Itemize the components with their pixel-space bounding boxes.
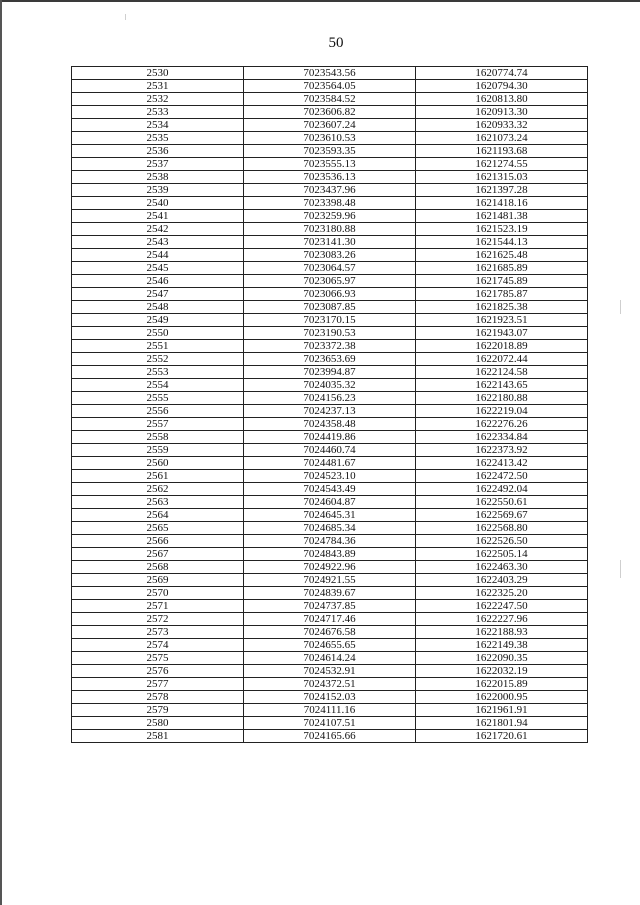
table-row <box>72 704 588 717</box>
y-coordinate-cell: 1621315.03 <box>416 171 588 184</box>
coordinates-table-body <box>72 67 588 743</box>
point-number-cell: 2531 <box>72 80 244 93</box>
x-coordinate-cell: 7024737.85 <box>244 600 416 613</box>
point-number-cell: 2551 <box>72 340 244 353</box>
table-row <box>72 210 588 223</box>
point-number-cell: 2538 <box>72 171 244 184</box>
point-number-cell: 2533 <box>72 106 244 119</box>
x-coordinate-cell: 7023994.87 <box>244 366 416 379</box>
point-number-cell: 2567 <box>72 548 244 561</box>
point-number-cell: 2566 <box>72 535 244 548</box>
page-top-edge <box>0 0 640 2</box>
table-row <box>72 288 588 301</box>
point-number-cell: 2559 <box>72 444 244 457</box>
x-coordinate-cell: 7024481.67 <box>244 457 416 470</box>
x-coordinate-cell: 7023087.85 <box>244 301 416 314</box>
table-row <box>72 392 588 405</box>
x-coordinate-cell: 7024655.65 <box>244 639 416 652</box>
y-coordinate-cell: 1622334.84 <box>416 431 588 444</box>
x-coordinate-cell: 7024152.03 <box>244 691 416 704</box>
table-row <box>72 327 588 340</box>
point-number-cell: 2569 <box>72 574 244 587</box>
y-coordinate-cell: 1622472.50 <box>416 470 588 483</box>
y-coordinate-cell: 1621397.28 <box>416 184 588 197</box>
x-coordinate-cell: 7023555.13 <box>244 158 416 171</box>
x-coordinate-cell: 7023141.30 <box>244 236 416 249</box>
x-coordinate-cell: 7023437.96 <box>244 184 416 197</box>
y-coordinate-cell: 1622247.50 <box>416 600 588 613</box>
y-coordinate-cell: 1620794.30 <box>416 80 588 93</box>
point-number-cell: 2546 <box>72 275 244 288</box>
table-row <box>72 535 588 548</box>
y-coordinate-cell: 1621720.61 <box>416 730 588 743</box>
table-row <box>72 67 588 80</box>
x-coordinate-cell: 7023190.53 <box>244 327 416 340</box>
y-coordinate-cell: 1621923.51 <box>416 314 588 327</box>
x-coordinate-cell: 7023180.88 <box>244 223 416 236</box>
x-coordinate-cell: 7024419.86 <box>244 431 416 444</box>
y-coordinate-cell: 1622413.42 <box>416 457 588 470</box>
y-coordinate-cell: 1621685.89 <box>416 262 588 275</box>
x-coordinate-cell: 7024358.48 <box>244 418 416 431</box>
y-coordinate-cell: 1621481.38 <box>416 210 588 223</box>
point-number-cell: 2574 <box>72 639 244 652</box>
point-number-cell: 2544 <box>72 249 244 262</box>
x-coordinate-cell: 7023065.97 <box>244 275 416 288</box>
x-coordinate-cell: 7023170.15 <box>244 314 416 327</box>
table-row <box>72 522 588 535</box>
x-coordinate-cell: 7023607.24 <box>244 119 416 132</box>
y-coordinate-cell: 1622219.04 <box>416 405 588 418</box>
table-row <box>72 314 588 327</box>
table-row <box>72 561 588 574</box>
y-coordinate-cell: 1620933.32 <box>416 119 588 132</box>
point-number-cell: 2562 <box>72 483 244 496</box>
table-row <box>72 340 588 353</box>
x-coordinate-cell: 7024604.87 <box>244 496 416 509</box>
scan-speck <box>620 560 621 578</box>
y-coordinate-cell: 1622550.61 <box>416 496 588 509</box>
x-coordinate-cell: 7024165.66 <box>244 730 416 743</box>
table-row <box>72 405 588 418</box>
table-row <box>72 106 588 119</box>
x-coordinate-cell: 7024111.16 <box>244 704 416 717</box>
x-coordinate-cell: 7023259.96 <box>244 210 416 223</box>
y-coordinate-cell: 1621745.89 <box>416 275 588 288</box>
point-number-cell: 2575 <box>72 652 244 665</box>
table-row <box>72 483 588 496</box>
point-number-cell: 2558 <box>72 431 244 444</box>
table-row <box>72 444 588 457</box>
y-coordinate-cell: 1621274.55 <box>416 158 588 171</box>
x-coordinate-cell: 7023066.93 <box>244 288 416 301</box>
table-row <box>72 275 588 288</box>
y-coordinate-cell: 1622227.96 <box>416 613 588 626</box>
x-coordinate-cell: 7024543.49 <box>244 483 416 496</box>
y-coordinate-cell: 1622325.20 <box>416 587 588 600</box>
point-number-cell: 2570 <box>72 587 244 600</box>
x-coordinate-cell: 7024921.55 <box>244 574 416 587</box>
point-number-cell: 2549 <box>72 314 244 327</box>
y-coordinate-cell: 1622568.80 <box>416 522 588 535</box>
y-coordinate-cell: 1622149.38 <box>416 639 588 652</box>
table-row <box>72 431 588 444</box>
point-number-cell: 2568 <box>72 561 244 574</box>
y-coordinate-cell: 1621785.87 <box>416 288 588 301</box>
point-number-cell: 2537 <box>72 158 244 171</box>
y-coordinate-cell: 1622492.04 <box>416 483 588 496</box>
point-number-cell: 2560 <box>72 457 244 470</box>
point-number-cell: 2565 <box>72 522 244 535</box>
y-coordinate-cell: 1620774.74 <box>416 67 588 80</box>
point-number-cell: 2540 <box>72 197 244 210</box>
x-coordinate-cell: 7024035.32 <box>244 379 416 392</box>
x-coordinate-cell: 7024685.34 <box>244 522 416 535</box>
table-row <box>72 652 588 665</box>
y-coordinate-cell: 1622569.67 <box>416 509 588 522</box>
y-coordinate-cell: 1622124.58 <box>416 366 588 379</box>
y-coordinate-cell: 1620913.30 <box>416 106 588 119</box>
point-number-cell: 2564 <box>72 509 244 522</box>
point-number-cell: 2532 <box>72 93 244 106</box>
x-coordinate-cell: 7023606.82 <box>244 106 416 119</box>
point-number-cell: 2580 <box>72 717 244 730</box>
table-row <box>72 184 588 197</box>
point-number-cell: 2543 <box>72 236 244 249</box>
point-number-cell: 2541 <box>72 210 244 223</box>
y-coordinate-cell: 1622373.92 <box>416 444 588 457</box>
y-coordinate-cell: 1621193.68 <box>416 145 588 158</box>
point-number-cell: 2552 <box>72 353 244 366</box>
table-row <box>72 574 588 587</box>
x-coordinate-cell: 7023564.05 <box>244 80 416 93</box>
point-number-cell: 2555 <box>72 392 244 405</box>
x-coordinate-cell: 7023610.53 <box>244 132 416 145</box>
table-row <box>72 600 588 613</box>
point-number-cell: 2550 <box>72 327 244 340</box>
x-coordinate-cell: 7023372.38 <box>244 340 416 353</box>
table-row <box>72 691 588 704</box>
point-number-cell: 2548 <box>72 301 244 314</box>
table-row <box>72 223 588 236</box>
table-row <box>72 262 588 275</box>
y-coordinate-cell: 1622463.30 <box>416 561 588 574</box>
y-coordinate-cell: 1621825.38 <box>416 301 588 314</box>
table-row <box>72 249 588 262</box>
page-left-edge <box>0 0 2 905</box>
table-row <box>72 665 588 678</box>
x-coordinate-cell: 7024237.13 <box>244 405 416 418</box>
table-row <box>72 509 588 522</box>
table-row <box>72 366 588 379</box>
x-coordinate-cell: 7024372.51 <box>244 678 416 691</box>
point-number-cell: 2563 <box>72 496 244 509</box>
table-row <box>72 457 588 470</box>
table-row <box>72 93 588 106</box>
y-coordinate-cell: 1622188.93 <box>416 626 588 639</box>
point-number-cell: 2547 <box>72 288 244 301</box>
x-coordinate-cell: 7023593.35 <box>244 145 416 158</box>
table-row <box>72 717 588 730</box>
table-row <box>72 496 588 509</box>
y-coordinate-cell: 1622276.26 <box>416 418 588 431</box>
y-coordinate-cell: 1620813.80 <box>416 93 588 106</box>
table-row <box>72 418 588 431</box>
table-row <box>72 197 588 210</box>
x-coordinate-cell: 7023543.56 <box>244 67 416 80</box>
scan-speck <box>620 300 621 314</box>
x-coordinate-cell: 7023083.26 <box>244 249 416 262</box>
y-coordinate-cell: 1622526.50 <box>416 535 588 548</box>
x-coordinate-cell: 7023653.69 <box>244 353 416 366</box>
x-coordinate-cell: 7024843.89 <box>244 548 416 561</box>
table-row <box>72 626 588 639</box>
point-number-cell: 2561 <box>72 470 244 483</box>
y-coordinate-cell: 1621523.19 <box>416 223 588 236</box>
x-coordinate-cell: 7023064.57 <box>244 262 416 275</box>
table-row <box>72 158 588 171</box>
x-coordinate-cell: 7024922.96 <box>244 561 416 574</box>
x-coordinate-cell: 7024676.58 <box>244 626 416 639</box>
x-coordinate-cell: 7024784.36 <box>244 535 416 548</box>
point-number-cell: 2557 <box>72 418 244 431</box>
point-number-cell: 2581 <box>72 730 244 743</box>
x-coordinate-cell: 7024717.46 <box>244 613 416 626</box>
point-number-cell: 2535 <box>72 132 244 145</box>
table-row <box>72 470 588 483</box>
table-row <box>72 678 588 691</box>
y-coordinate-cell: 1622018.89 <box>416 340 588 353</box>
page-number: 50 <box>328 35 344 51</box>
point-number-cell: 2579 <box>72 704 244 717</box>
table-row <box>72 171 588 184</box>
x-coordinate-cell: 7023398.48 <box>244 197 416 210</box>
table-row <box>72 301 588 314</box>
y-coordinate-cell: 1621943.07 <box>416 327 588 340</box>
x-coordinate-cell: 7023536.13 <box>244 171 416 184</box>
y-coordinate-cell: 1621073.24 <box>416 132 588 145</box>
scan-speck <box>125 14 126 20</box>
table-row <box>72 236 588 249</box>
y-coordinate-cell: 1622180.88 <box>416 392 588 405</box>
x-coordinate-cell: 7023584.52 <box>244 93 416 106</box>
table-row <box>72 613 588 626</box>
x-coordinate-cell: 7024645.31 <box>244 509 416 522</box>
point-number-cell: 2554 <box>72 379 244 392</box>
table-row <box>72 353 588 366</box>
x-coordinate-cell: 7024523.10 <box>244 470 416 483</box>
y-coordinate-cell: 1622090.35 <box>416 652 588 665</box>
table-row <box>72 587 588 600</box>
x-coordinate-cell: 7024532.91 <box>244 665 416 678</box>
point-number-cell: 2572 <box>72 613 244 626</box>
y-coordinate-cell: 1621418.16 <box>416 197 588 210</box>
y-coordinate-cell: 1621801.94 <box>416 717 588 730</box>
point-number-cell: 2556 <box>72 405 244 418</box>
point-number-cell: 2542 <box>72 223 244 236</box>
y-coordinate-cell: 1622015.89 <box>416 678 588 691</box>
point-number-cell: 2536 <box>72 145 244 158</box>
y-coordinate-cell: 1622032.19 <box>416 665 588 678</box>
x-coordinate-cell: 7024460.74 <box>244 444 416 457</box>
point-number-cell: 2578 <box>72 691 244 704</box>
coordinates-table <box>71 66 588 743</box>
point-number-cell: 2539 <box>72 184 244 197</box>
table-row <box>72 80 588 93</box>
table-row <box>72 119 588 132</box>
point-number-cell: 2576 <box>72 665 244 678</box>
y-coordinate-cell: 1621625.48 <box>416 249 588 262</box>
x-coordinate-cell: 7024156.23 <box>244 392 416 405</box>
y-coordinate-cell: 1622505.14 <box>416 548 588 561</box>
x-coordinate-cell: 7024107.51 <box>244 717 416 730</box>
x-coordinate-cell: 7024614.24 <box>244 652 416 665</box>
table-row <box>72 132 588 145</box>
y-coordinate-cell: 1622072.44 <box>416 353 588 366</box>
point-number-cell: 2573 <box>72 626 244 639</box>
point-number-cell: 2553 <box>72 366 244 379</box>
table-row <box>72 548 588 561</box>
y-coordinate-cell: 1621544.13 <box>416 236 588 249</box>
table-row <box>72 639 588 652</box>
point-number-cell: 2534 <box>72 119 244 132</box>
table-row <box>72 145 588 158</box>
table-row <box>72 730 588 743</box>
table-row <box>72 379 588 392</box>
point-number-cell: 2545 <box>72 262 244 275</box>
point-number-cell: 2530 <box>72 67 244 80</box>
y-coordinate-cell: 1622143.65 <box>416 379 588 392</box>
y-coordinate-cell: 1622403.29 <box>416 574 588 587</box>
point-number-cell: 2577 <box>72 678 244 691</box>
y-coordinate-cell: 1621961.91 <box>416 704 588 717</box>
point-number-cell: 2571 <box>72 600 244 613</box>
x-coordinate-cell: 7024839.67 <box>244 587 416 600</box>
y-coordinate-cell: 1622000.95 <box>416 691 588 704</box>
